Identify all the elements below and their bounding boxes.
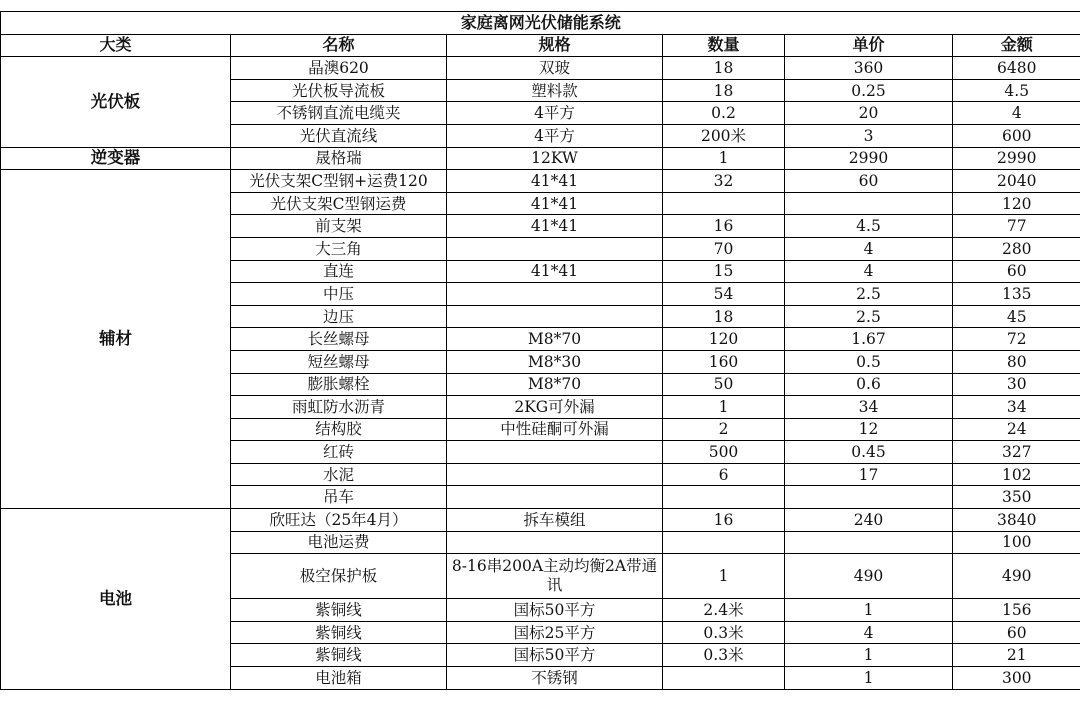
name-cell[interactable]: 紫铜线 bbox=[231, 621, 447, 644]
price-cell[interactable]: 2990 bbox=[785, 147, 953, 170]
qty-cell[interactable]: 0.2 bbox=[663, 102, 785, 125]
title-row bbox=[1, 12, 1080, 35]
spec-cell[interactable] bbox=[447, 463, 663, 486]
price-cell[interactable]: 3 bbox=[785, 124, 953, 147]
qty-cell[interactable] bbox=[663, 667, 785, 690]
amount-cell[interactable]: 45 bbox=[953, 305, 1080, 328]
spreadsheet bbox=[0, 11, 1080, 690]
amount-cell[interactable]: 350 bbox=[953, 486, 1080, 509]
name-cell[interactable]: 光伏支架C型钢运费 bbox=[231, 192, 447, 215]
name-cell[interactable]: 欣旺达（25年4月） bbox=[231, 509, 447, 532]
amount-cell[interactable]: 77 bbox=[953, 215, 1080, 238]
qty-cell[interactable]: 6 bbox=[663, 463, 785, 486]
name-cell[interactable]: 膨胀螺栓 bbox=[231, 373, 447, 396]
price-cell[interactable] bbox=[785, 486, 953, 509]
amount-cell[interactable]: 60 bbox=[953, 260, 1080, 283]
price-cell[interactable]: 4.5 bbox=[785, 215, 953, 238]
table-row bbox=[1, 147, 1080, 170]
amount-cell[interactable]: 2040 bbox=[953, 170, 1080, 193]
price-cell[interactable]: 1 bbox=[785, 667, 953, 690]
name-cell[interactable]: 前支架 bbox=[231, 215, 447, 238]
spec-cell[interactable]: 中性硅酮可外漏 bbox=[447, 418, 663, 441]
name-cell[interactable]: 晶澳620 bbox=[231, 57, 447, 80]
price-cell[interactable]: 240 bbox=[785, 509, 953, 532]
qty-cell[interactable] bbox=[663, 192, 785, 215]
name-cell[interactable]: 紫铜线 bbox=[231, 644, 447, 667]
qty-cell[interactable]: 15 bbox=[663, 260, 785, 283]
table-row bbox=[1, 57, 1080, 80]
price-cell[interactable]: 0.45 bbox=[785, 441, 953, 464]
qty-cell[interactable]: 32 bbox=[663, 170, 785, 193]
spec-cell[interactable]: 国标50平方 bbox=[447, 599, 663, 622]
category-cell[interactable]: 电池 bbox=[1, 509, 231, 690]
price-cell[interactable]: 2.5 bbox=[785, 283, 953, 306]
header-price[interactable]: 单价 bbox=[785, 34, 953, 57]
qty-cell[interactable]: 0.3米 bbox=[663, 621, 785, 644]
spec-cell[interactable] bbox=[447, 486, 663, 509]
amount-cell[interactable]: 300 bbox=[953, 667, 1080, 690]
price-cell[interactable]: 360 bbox=[785, 57, 953, 80]
name-cell[interactable]: 雨虹防水沥青 bbox=[231, 396, 447, 419]
name-cell[interactable]: 电池箱 bbox=[231, 667, 447, 690]
spec-cell[interactable]: M8*30 bbox=[447, 350, 663, 373]
name-cell[interactable]: 光伏板导流板 bbox=[231, 79, 447, 102]
header-row bbox=[1, 34, 1080, 57]
spec-cell[interactable]: 不锈钢 bbox=[447, 667, 663, 690]
amount-cell[interactable]: 30 bbox=[953, 373, 1080, 396]
name-cell[interactable]: 直连 bbox=[231, 260, 447, 283]
name-cell[interactable]: 不锈钢直流电缆夹 bbox=[231, 102, 447, 125]
name-cell[interactable]: 大三角 bbox=[231, 237, 447, 260]
price-cell[interactable]: 60 bbox=[785, 170, 953, 193]
name-cell[interactable]: 结构胶 bbox=[231, 418, 447, 441]
amount-cell[interactable]: 2990 bbox=[953, 147, 1080, 170]
name-cell[interactable]: 紫铜线 bbox=[231, 599, 447, 622]
spec-cell[interactable]: 41*41 bbox=[447, 215, 663, 238]
qty-cell[interactable]: 18 bbox=[663, 57, 785, 80]
name-cell[interactable]: 边压 bbox=[231, 305, 447, 328]
name-cell[interactable]: 红砖 bbox=[231, 441, 447, 464]
qty-cell[interactable] bbox=[663, 531, 785, 554]
header-amount[interactable]: 金额 bbox=[953, 34, 1080, 57]
spec-cell[interactable]: 2KG可外漏 bbox=[447, 396, 663, 419]
name-cell[interactable]: 吊车 bbox=[231, 486, 447, 509]
amount-cell[interactable]: 100 bbox=[953, 531, 1080, 554]
price-cell[interactable]: 4 bbox=[785, 621, 953, 644]
price-cell[interactable]: 12 bbox=[785, 418, 953, 441]
qty-cell[interactable]: 200米 bbox=[663, 124, 785, 147]
table-title[interactable]: 家庭离网光伏储能系统 bbox=[1, 12, 1080, 35]
amount-cell[interactable]: 24 bbox=[953, 418, 1080, 441]
qty-cell[interactable]: 1 bbox=[663, 396, 785, 419]
amount-cell[interactable]: 4.5 bbox=[953, 79, 1080, 102]
header-category[interactable]: 大类 bbox=[1, 34, 231, 57]
price-cell[interactable]: 0.6 bbox=[785, 373, 953, 396]
spec-cell[interactable]: 拆车模组 bbox=[447, 509, 663, 532]
qty-cell[interactable]: 18 bbox=[663, 79, 785, 102]
spec-cell[interactable]: 塑料款 bbox=[447, 79, 663, 102]
spec-cell[interactable] bbox=[447, 283, 663, 306]
spec-cell[interactable] bbox=[447, 305, 663, 328]
name-cell[interactable]: 光伏支架C型钢+运费120 bbox=[231, 170, 447, 193]
spec-cell[interactable]: 8-16串200A主动均衡2A带通讯 bbox=[447, 554, 663, 599]
name-cell[interactable]: 电池运费 bbox=[231, 531, 447, 554]
spec-cell[interactable]: 12KW bbox=[447, 147, 663, 170]
amount-cell[interactable]: 60 bbox=[953, 621, 1080, 644]
table-row bbox=[1, 509, 1080, 532]
spec-cell[interactable]: 41*41 bbox=[447, 260, 663, 283]
price-cell[interactable]: 1 bbox=[785, 599, 953, 622]
spec-cell[interactable]: 4平方 bbox=[447, 124, 663, 147]
name-cell[interactable]: 短丝螺母 bbox=[231, 350, 447, 373]
qty-cell[interactable]: 54 bbox=[663, 283, 785, 306]
amount-cell[interactable]: 72 bbox=[953, 328, 1080, 351]
qty-cell[interactable]: 2 bbox=[663, 418, 785, 441]
amount-cell[interactable]: 120 bbox=[953, 192, 1080, 215]
qty-cell[interactable]: 50 bbox=[663, 373, 785, 396]
qty-cell[interactable]: 16 bbox=[663, 215, 785, 238]
amount-cell[interactable]: 490 bbox=[953, 554, 1080, 599]
spec-cell[interactable] bbox=[447, 531, 663, 554]
price-cell[interactable]: 490 bbox=[785, 554, 953, 599]
header-spec[interactable]: 规格 bbox=[447, 34, 663, 57]
name-cell[interactable]: 晟格瑞 bbox=[231, 147, 447, 170]
amount-cell[interactable]: 3840 bbox=[953, 509, 1080, 532]
spec-cell[interactable]: M8*70 bbox=[447, 328, 663, 351]
cost-table bbox=[0, 11, 1080, 690]
qty-cell[interactable] bbox=[663, 486, 785, 509]
amount-cell[interactable]: 80 bbox=[953, 350, 1080, 373]
price-cell[interactable]: 34 bbox=[785, 396, 953, 419]
qty-cell[interactable]: 16 bbox=[663, 509, 785, 532]
spec-cell[interactable]: 国标25平方 bbox=[447, 621, 663, 644]
spec-cell[interactable]: 国标50平方 bbox=[447, 644, 663, 667]
amount-cell[interactable]: 102 bbox=[953, 463, 1080, 486]
name-cell[interactable]: 中压 bbox=[231, 283, 447, 306]
amount-cell[interactable]: 4 bbox=[953, 102, 1080, 125]
name-cell[interactable]: 长丝螺母 bbox=[231, 328, 447, 351]
amount-cell[interactable]: 34 bbox=[953, 396, 1080, 419]
header-name[interactable]: 名称 bbox=[231, 34, 447, 57]
qty-cell[interactable]: 70 bbox=[663, 237, 785, 260]
spec-cell[interactable]: M8*70 bbox=[447, 373, 663, 396]
qty-cell[interactable]: 2.4米 bbox=[663, 599, 785, 622]
spec-cell[interactable] bbox=[447, 441, 663, 464]
amount-cell[interactable]: 6480 bbox=[953, 57, 1080, 80]
category-cell[interactable]: 光伏板 bbox=[1, 57, 231, 147]
price-cell[interactable]: 0.5 bbox=[785, 350, 953, 373]
spec-cell[interactable]: 41*41 bbox=[447, 192, 663, 215]
price-cell[interactable]: 17 bbox=[785, 463, 953, 486]
price-cell[interactable]: 20 bbox=[785, 102, 953, 125]
qty-cell[interactable]: 120 bbox=[663, 328, 785, 351]
price-cell[interactable]: 1.67 bbox=[785, 328, 953, 351]
price-cell[interactable]: 1 bbox=[785, 644, 953, 667]
table-row bbox=[1, 170, 1080, 193]
qty-cell[interactable]: 1 bbox=[663, 147, 785, 170]
qty-cell[interactable]: 18 bbox=[663, 305, 785, 328]
amount-cell[interactable]: 156 bbox=[953, 599, 1080, 622]
amount-cell[interactable]: 135 bbox=[953, 283, 1080, 306]
amount-cell[interactable]: 280 bbox=[953, 237, 1080, 260]
category-cell[interactable]: 逆变器 bbox=[1, 147, 231, 170]
price-cell[interactable]: 4 bbox=[785, 260, 953, 283]
spec-cell[interactable]: 41*41 bbox=[447, 170, 663, 193]
price-cell[interactable] bbox=[785, 531, 953, 554]
price-cell[interactable]: 0.25 bbox=[785, 79, 953, 102]
qty-cell[interactable]: 500 bbox=[663, 441, 785, 464]
name-cell[interactable]: 光伏直流线 bbox=[231, 124, 447, 147]
qty-cell[interactable]: 0.3米 bbox=[663, 644, 785, 667]
name-cell[interactable]: 极空保护板 bbox=[231, 554, 447, 599]
qty-cell[interactable]: 1 bbox=[663, 554, 785, 599]
spec-cell[interactable] bbox=[447, 237, 663, 260]
amount-cell[interactable]: 600 bbox=[953, 124, 1080, 147]
qty-cell[interactable]: 160 bbox=[663, 350, 785, 373]
spec-cell[interactable]: 4平方 bbox=[447, 102, 663, 125]
category-cell[interactable]: 辅材 bbox=[1, 170, 231, 509]
spec-cell[interactable]: 双玻 bbox=[447, 57, 663, 80]
price-cell[interactable]: 2.5 bbox=[785, 305, 953, 328]
name-cell[interactable]: 水泥 bbox=[231, 463, 447, 486]
amount-cell[interactable]: 327 bbox=[953, 441, 1080, 464]
amount-cell[interactable]: 21 bbox=[953, 644, 1080, 667]
price-cell[interactable]: 4 bbox=[785, 237, 953, 260]
header-qty[interactable]: 数量 bbox=[663, 34, 785, 57]
price-cell[interactable] bbox=[785, 192, 953, 215]
